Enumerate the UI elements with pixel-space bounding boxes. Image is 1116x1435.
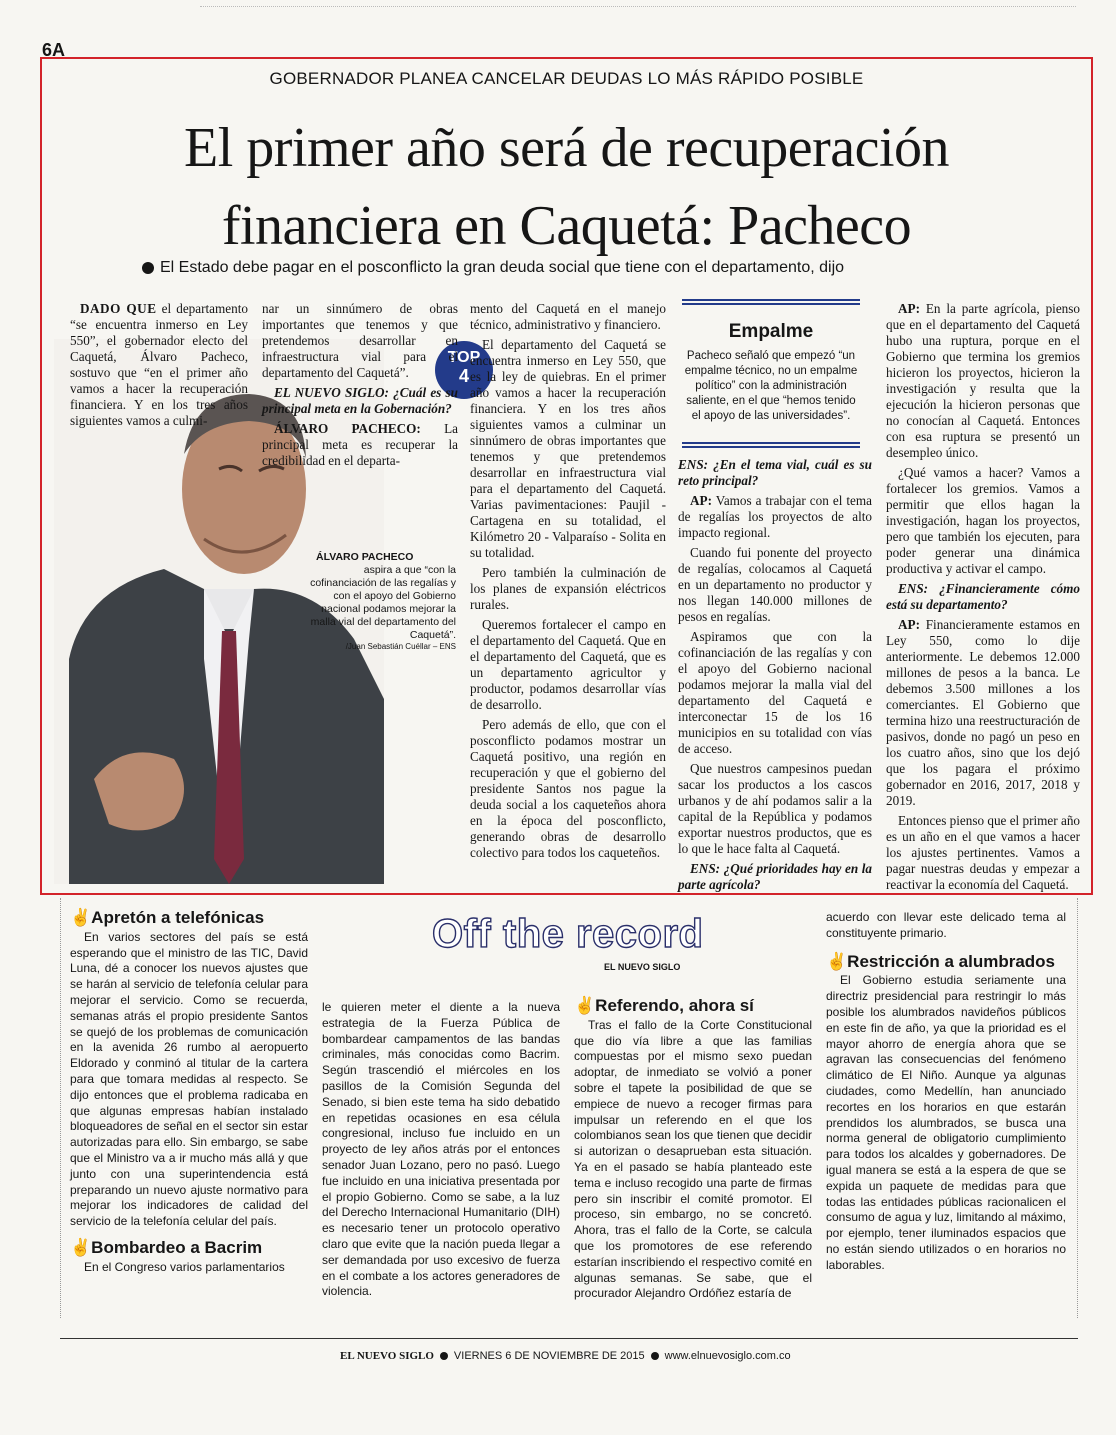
- col3-p2: El departamento del Caquetá se encuentra inmerso en Ley 550, que es la ley de quiebras. En el primer año vamos a hacer la recuperación financiera. Y en los tres años siguientes vamos a culminar un sinnúmero de obras importantes que tenemos y que pretendemos desarrollar en infraestructura vial para el departamento del Caquetá. Varias pavimentaciones: Paujil - Cartagena en su totalidad, el Kilómetro 20 - Valparaíso - Solita en su totalidad.: [470, 337, 666, 560]
- footer-paper: EL NUEVO SIGLO: [340, 1350, 434, 1362]
- section-referendo-title-text: Referendo, ahora sí: [595, 996, 754, 1015]
- headline-line-2: financiera en Caquetá: Pacheco: [221, 195, 912, 257]
- footer-date: VIERNES 6 DE NOVIEMBRE DE 2015: [453, 1350, 645, 1362]
- empalme-bottom-rule: [682, 442, 860, 448]
- section-restriccion-title-text: Restricción a alumbrados: [847, 951, 1056, 971]
- top-dotted-rule: [200, 6, 1076, 7]
- section-bombardeo-title-text: Bombardeo a Bacrim: [91, 1237, 263, 1257]
- empalme-title: Empalme: [728, 321, 814, 342]
- col3-p1: mento del Caquetá en el manejo técnico, administrativo y financiero.: [470, 301, 666, 332]
- col2-question: EL NUEVO SIGLO: ¿Cuál es su principal meta en la Gobernación?: [262, 385, 458, 416]
- footer: [340, 1350, 791, 1362]
- bullet-dot-icon: [142, 262, 154, 274]
- col3-p5: Pero además de ello, que con el posconflicto podamos mostrar un Caquetá positivo, una región en recuperación y que el gobierno del presidente Santos nos pague la deuda social a los caqueteños ahora en la época del posconflicto, generando obras de desarrollo colectivo para todos los caqueteños.: [470, 717, 666, 860]
- col3-p4: Queremos fortalecer el campo en el departamento del Caquetá. Que en el departamento del Caquetá, que es un departamento agricultor y productor, podamos desarrollar vías de desarrollo.: [470, 617, 666, 712]
- col1-text: el departamento “se encuentra inmerso en Ley 550”, el gobernador electo del Caquetá, Álvaro Pacheco, sostuvo que “en el primer año vamos a hacer la recuperación financiera. Y en los tres años siguientes vamos a culmi-: [70, 301, 248, 428]
- page-number: 6A: [42, 40, 66, 60]
- section-restriccion-title: [826, 951, 1066, 971]
- victory-hand-icon: ✌: [70, 1237, 92, 1257]
- off-the-record-source: EL NUEVO SIGLO: [604, 962, 681, 972]
- col4-p2: Cuando fui ponente del proyecto de regalías, colocamos al Caquetá en un departamento no productor y nos llegan 140.000 millones de pesos en regalías.: [678, 545, 872, 624]
- article-frame: [40, 57, 1093, 895]
- section-bombardeo-cont: le quieren meter el diente a la nueva estrategia de la Fuerza Pública de bombardear campamentos de las bandas criminales, más conocidas como Bacrim. Según trascendió el miércoles en los pasillos de la Comisión Segunda del Senado, si bien este tema ha sido debatido en repetidas ocasiones en esa célula congresional, incluso fue incluido en un proyecto de ley años atrás por el entonces senador Juan Lozano, pero no pasó. Luego fue incluido en una iniciativa presentada por el propio Gobierno. Como se sabe, a la luz del Derecho Internacional Humanitario (DIH) es necesario tener un protocolo operativo claro que evite que la nación pueda llegar a ser demandada por uso excesivo de fuerza en el combate a los actores generadores de violencia.: [322, 1000, 560, 1299]
- section-referendo-cont: acuerdo con llevar este delicado tema al constituyente primario.: [826, 910, 1066, 940]
- col2-answer: [262, 421, 458, 469]
- victory-hand-icon: ✌: [574, 996, 596, 1015]
- otr-column-2: [322, 1000, 560, 1304]
- column-3: [470, 301, 666, 865]
- column-1: [62, 301, 248, 433]
- badge-top: TOP: [447, 349, 481, 366]
- subhead: [142, 259, 1071, 277]
- column-4: [678, 457, 872, 895]
- col5-answer-1: [886, 301, 1080, 461]
- empalme-top-rule: [682, 299, 860, 305]
- section-apreton-text: En varios sectores del país se está esperando que el ministro de las TIC, David Luna, dé a conocer los nuevos ajustes que se harán al servicio de telefonía celular para mejorar el servicio. Como se recuerda, semanas atrás el propio presidente Santos se quejó de los problemas de comunicación en la avenida 26 rumbo al aeropuerto Eldorado y conminó al titular de la cartera para que tomara medidas al respecto. Se dijo entonces que el problema radicaba en que algunas empresas habían instalado bloqueadores de señal en el sector sin estar autorizadas para ello. Sin embargo, se sabe que el Ministro va a ir mucho más allá y que junto con una superintendencia está preparando un nuevo ajuste normativo para mejorar los indicadores de calidad del servicio de la telefonía celular del país.: [70, 929, 308, 1229]
- col4-answer-1-text: Vamos a trabajar con el tema de regalías los proyectos de alto impacto regional.: [678, 493, 872, 540]
- headline: [62, 109, 1071, 265]
- section-bombardeo-text: En el Congreso varios parlamentarios: [84, 1259, 285, 1274]
- section-bombardeo-title: [70, 1237, 308, 1257]
- col5-answer-1-text: En la parte agrícola, pienso que en el departamento del Caquetá hubo una ruptura, porque en el Gobierno que termina los gremios hicieron los proyectos, hicieron la investigación y resulta que la ejecución la hicieron personas que no conocían al Caquetá. Entonces con esa ruptura se presentó un desempleo único.: [886, 301, 1080, 460]
- col5-p4: Entonces pienso que el primer año es un año en el que vamos a hacer los ajustes pertinentes. Vamos a pagar nuestras deudas y empezar a reactivar la economía del Caquetá.: [886, 813, 1081, 892]
- section-apreton-title: [70, 910, 308, 926]
- col5-answer-2-label: AP:: [898, 617, 920, 632]
- column-5: [886, 301, 1080, 895]
- empalme-text: Pacheco señaló que empezó “un empalme técnico, no un empalme político” con la administración saliente, en el que “hemos tenido el apoyo de las universidades”.: [684, 350, 858, 422]
- col4-answer-1-label: AP:: [690, 493, 712, 508]
- col4-question-2: ENS: ¿Qué prioridades hay en la parte agrícola?: [678, 861, 872, 892]
- kicker: GOBERNADOR PLANEA CANCELAR DEUDAS LO MÁS RÁPIDO POSIBLE: [269, 69, 864, 88]
- col2-answer-text: La principal meta es recuperar la credibilidad en el departa-: [262, 421, 458, 468]
- caption-text: aspira a que “con la cofinanciación de las regalías y con el apoyo del Gobierno nacional podamos mejorar la malla vial del departamento del Caquetá”.: [310, 564, 456, 641]
- col2-answer-label: ÁLVARO PACHECO:: [274, 421, 421, 436]
- bullet-dot-icon: [440, 1352, 448, 1360]
- col5-question: ENS: ¿Financieramente cómo está su departamento?: [886, 581, 1080, 612]
- otr-column-1: [70, 910, 308, 1280]
- col1-paragraph: [62, 301, 248, 429]
- col5-answer-2-text: Financieramente estamos en Ley 550, como lo dije anteriormente. Le debemos 12.000 millones de pesos a la banca. Le debemos 3.500 millones a los comerciantes. El Gobierno que termina hizo una reestructuración de pasivos, donde no pagó un peso en los cuatro años, sino que los dejó que los pagara el próximo gobernador en 2016, 2017, 2018 y 2019.: [886, 617, 1080, 808]
- footer-rule: [60, 1338, 1078, 1339]
- otr-column-4: [826, 910, 1066, 1278]
- section-restriccion-text: El Gobierno estudia seriamente una directriz presidencial para restringir lo más posible los alumbrados navideños públicos en este fin de año, ya que la prioridad es el mayor ahorro de energía ahora que se agravan las consecuencias del fenómeno climático de El Niño. Aunque ya algunas ciudades, como Medellín, han anunciado recortes en los horarios en que estarán prendidos los alumbrados, se busca una norma general de obligatorio cumplimiento para todos los alcaldes y gobernadores. De igual manera se está a la espera de que se expida un paquete de medidas para que todas las entidades públicas racionalicen el consumo de agua y luz, limitando al máximo, por ejemplo, tener iluminados espacios que no están siendo utilizados o en horarios no laborables.: [826, 973, 1066, 1272]
- col4-answer-1: [678, 493, 872, 541]
- section-apreton-title-text: Apretón a telefónicas: [91, 908, 265, 927]
- col1-lead: DADO QUE: [80, 301, 157, 316]
- caption-name: ÁLVARO PACHECO: [316, 551, 414, 563]
- footer-url: www.elnuevosiglo.com.co: [664, 1350, 791, 1362]
- col4-question-1: ENS: ¿En el tema vial, cuál es su reto principal?: [678, 457, 872, 488]
- section-referendo-title: [574, 998, 812, 1014]
- col4-p4: Que nuestros campesinos puedan sacar los productos a los cascos urbanos y de ahí podamos salir a la capital de la República y podamos exportar nuestros productos, que es lo que le hace falta al Caquetá.: [678, 761, 872, 856]
- otr-column-3: [574, 998, 812, 1306]
- bullet-dot-icon: [651, 1352, 659, 1360]
- off-the-record-title: Off the record: [432, 912, 704, 956]
- col5-p2: ¿Qué vamos a hacer? Vamos a fortalecer los gremios. Vamos a permitir que ellos hagan la investigación, hagan los proyectos, pero que también los ejecuten, para poder generar una dinámica productiva y activar el campo.: [886, 465, 1080, 576]
- col2-intro: nar un sinnúmero de obras importantes que tenemos y que pretendemos desarrollar en infraestructura vial para el departamento del Caquetá”.: [262, 301, 458, 380]
- col4-p3: Aspiramos que con la cofinanciación de las regalías y con el apoyo del Gobierno nacional podamos mejorar la malla vial del departamento del Caquetá e interconectar 15 de los 16 municipios en su totalidad con vías de acceso.: [678, 629, 872, 756]
- victory-hand-icon: ✌: [826, 951, 848, 971]
- col5-answer-1-label: AP:: [898, 301, 920, 316]
- section-referendo-text: Tras el fallo de la Corte Constitucional que dio vía libre a que las familias compuestas por el mismo sexo puedan adoptar, de inmediato se volvió a poner sobre el tapete la posibilidad de que se empiece de nuevo a recoger firmas para impulsar un referendo en el que los colombianos sean los que tienen que decidir si autorizan o desaprueban esta situación. Ya en el pasado se había planteado este tema e incluso recogido una parte de firmas pero sin inscribir el comité promotor. El proceso, sin embargo, no se concretó. Ahora, tras el fallo de la Corte, se calcula que los promotores de ese referendo estarían inscribiendo el respectivo comité en algunas semanas. Se sabe, que el procurador Alejandro Ordóñez estaría de: [574, 1017, 812, 1301]
- badge-number: 4: [458, 366, 469, 386]
- photo-caption: [300, 551, 456, 652]
- col3-p3: Pero también la culminación de los planes de expansión eléctricos rurales.: [470, 565, 666, 612]
- headline-line-1: El primer año será de recuperación: [183, 117, 950, 179]
- victory-hand-icon: ✌: [70, 908, 92, 927]
- col5-answer-2: [886, 617, 1080, 809]
- subhead-text: El Estado debe pagar en el posconflicto la gran deuda social que tiene con el departamento, dijo: [160, 259, 845, 276]
- column-2: [262, 301, 458, 473]
- caption-credit: /Juan Sebastián Cuéllar – ENS: [345, 642, 456, 651]
